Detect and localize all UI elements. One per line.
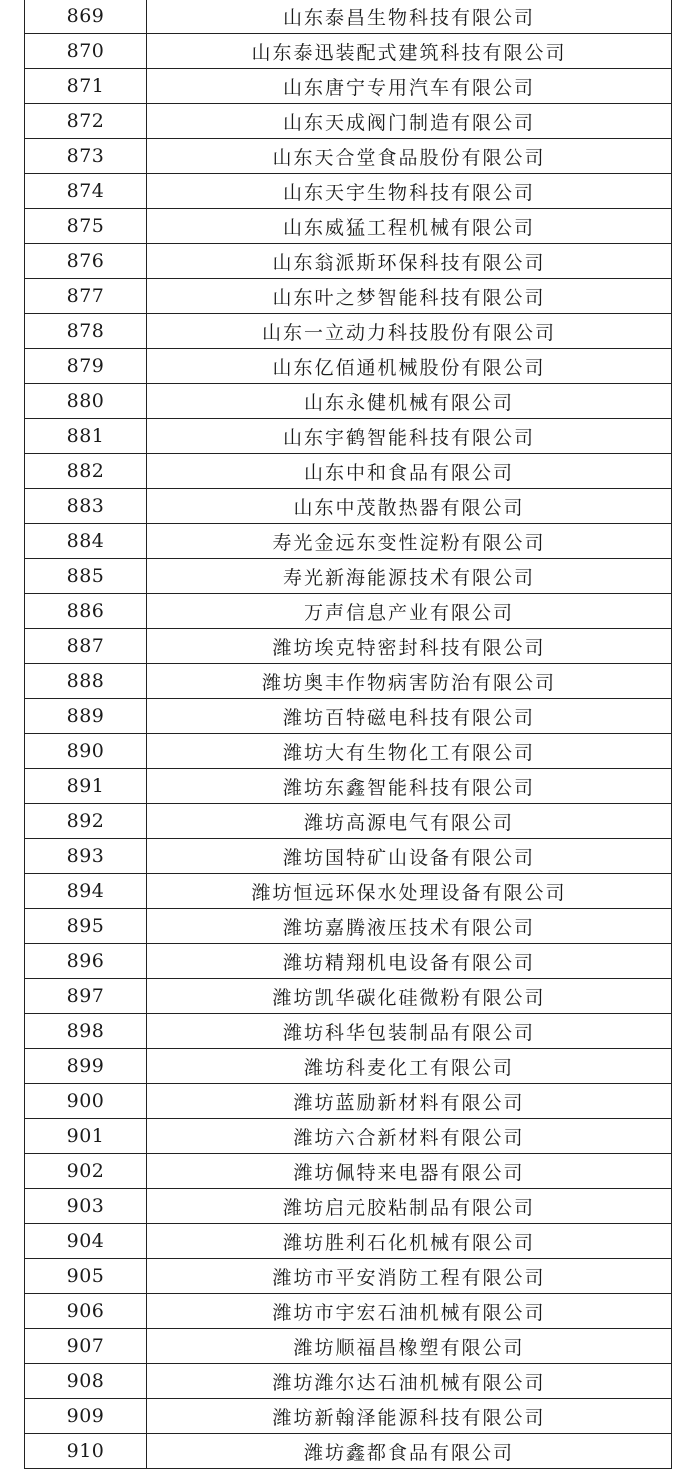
table-row [25, 1329, 672, 1364]
table-row [25, 1084, 672, 1119]
company-name: 潍坊潍尔达石油机械有限公司 [147, 1364, 672, 1399]
row-number: 889 [25, 699, 147, 734]
company-name: 潍坊科麦化工有限公司 [147, 1049, 672, 1084]
company-name: 山东泰迅装配式建筑科技有限公司 [147, 34, 672, 69]
table-row [25, 944, 672, 979]
table-row [25, 244, 672, 279]
table-row [25, 1189, 672, 1224]
company-name: 潍坊市宇宏石油机械有限公司 [147, 1294, 672, 1329]
company-name: 山东宇鹤智能科技有限公司 [147, 419, 672, 454]
table-row [25, 1399, 672, 1434]
table-row [25, 1224, 672, 1259]
table-row [25, 1259, 672, 1294]
table-row [25, 1154, 672, 1189]
company-name: 山东一立动力科技股份有限公司 [147, 314, 672, 349]
row-number: 877 [25, 279, 147, 314]
company-name: 寿光金远东变性淀粉有限公司 [147, 524, 672, 559]
row-number: 902 [25, 1154, 147, 1189]
table-row [25, 349, 672, 384]
company-name: 山东威猛工程机械有限公司 [147, 209, 672, 244]
company-name: 山东唐宁专用汽车有限公司 [147, 69, 672, 104]
row-number: 879 [25, 349, 147, 384]
row-number: 891 [25, 769, 147, 804]
row-number: 876 [25, 244, 147, 279]
company-name: 潍坊嘉腾液压技术有限公司 [147, 909, 672, 944]
table-row [25, 1014, 672, 1049]
table-row [25, 1049, 672, 1084]
table-row [25, 839, 672, 874]
table-row [25, 874, 672, 909]
row-number: 884 [25, 524, 147, 559]
row-number: 905 [25, 1259, 147, 1294]
company-name: 潍坊东鑫智能科技有限公司 [147, 769, 672, 804]
company-name: 山东中茂散热器有限公司 [147, 489, 672, 524]
row-number: 872 [25, 104, 147, 139]
row-number: 897 [25, 979, 147, 1014]
row-number: 901 [25, 1119, 147, 1154]
company-name: 山东泰昌生物科技有限公司 [147, 0, 672, 34]
company-name: 潍坊精翔机电设备有限公司 [147, 944, 672, 979]
table-row [25, 139, 672, 174]
company-list-body [25, 0, 672, 1469]
company-name: 山东亿佰通机械股份有限公司 [147, 349, 672, 384]
row-number: 881 [25, 419, 147, 454]
row-number: 896 [25, 944, 147, 979]
row-number: 886 [25, 594, 147, 629]
row-number: 894 [25, 874, 147, 909]
company-name: 潍坊鑫都食品有限公司 [147, 1434, 672, 1469]
row-number: 909 [25, 1399, 147, 1434]
row-number: 869 [25, 0, 147, 34]
company-name: 潍坊新翰泽能源科技有限公司 [147, 1399, 672, 1434]
table-row [25, 174, 672, 209]
table-row [25, 629, 672, 664]
company-name: 潍坊科华包装制品有限公司 [147, 1014, 672, 1049]
company-name: 潍坊百特磁电科技有限公司 [147, 699, 672, 734]
company-name: 万声信息产业有限公司 [147, 594, 672, 629]
company-name: 潍坊凯华碳化硅微粉有限公司 [147, 979, 672, 1014]
table-row [25, 979, 672, 1014]
table-row [25, 1294, 672, 1329]
row-number: 898 [25, 1014, 147, 1049]
company-name: 潍坊六合新材料有限公司 [147, 1119, 672, 1154]
row-number: 908 [25, 1364, 147, 1399]
company-name: 山东永健机械有限公司 [147, 384, 672, 419]
company-name: 潍坊佩特来电器有限公司 [147, 1154, 672, 1189]
table-row [25, 489, 672, 524]
table-row [25, 769, 672, 804]
row-number: 882 [25, 454, 147, 489]
table-row [25, 909, 672, 944]
company-name: 山东叶之梦智能科技有限公司 [147, 279, 672, 314]
company-name: 山东翁派斯环保科技有限公司 [147, 244, 672, 279]
company-name: 潍坊大有生物化工有限公司 [147, 734, 672, 769]
row-number: 870 [25, 34, 147, 69]
table-row [25, 0, 672, 34]
table-row [25, 384, 672, 419]
company-name: 潍坊奥丰作物病害防治有限公司 [147, 664, 672, 699]
row-number: 883 [25, 489, 147, 524]
row-number: 887 [25, 629, 147, 664]
table-row [25, 559, 672, 594]
table-row [25, 594, 672, 629]
row-number: 878 [25, 314, 147, 349]
company-list-table [24, 0, 672, 1469]
table-row [25, 1434, 672, 1469]
row-number: 893 [25, 839, 147, 874]
row-number: 910 [25, 1434, 147, 1469]
row-number: 875 [25, 209, 147, 244]
table-row [25, 734, 672, 769]
table-row [25, 804, 672, 839]
table-row [25, 664, 672, 699]
row-number: 885 [25, 559, 147, 594]
company-name: 山东中和食品有限公司 [147, 454, 672, 489]
company-name: 潍坊高源电气有限公司 [147, 804, 672, 839]
table-row [25, 1364, 672, 1399]
company-name: 潍坊市平安消防工程有限公司 [147, 1259, 672, 1294]
company-name: 潍坊国特矿山设备有限公司 [147, 839, 672, 874]
company-name: 潍坊胜利石化机械有限公司 [147, 1224, 672, 1259]
company-name: 山东天合堂食品股份有限公司 [147, 139, 672, 174]
table-row [25, 69, 672, 104]
row-number: 907 [25, 1329, 147, 1364]
table-row [25, 524, 672, 559]
table-row [25, 104, 672, 139]
row-number: 903 [25, 1189, 147, 1224]
row-number: 871 [25, 69, 147, 104]
company-name: 山东天宇生物科技有限公司 [147, 174, 672, 209]
row-number: 880 [25, 384, 147, 419]
table-row [25, 419, 672, 454]
table-row [25, 314, 672, 349]
row-number: 900 [25, 1084, 147, 1119]
company-name: 潍坊蓝励新材料有限公司 [147, 1084, 672, 1119]
row-number: 899 [25, 1049, 147, 1084]
row-number: 895 [25, 909, 147, 944]
table-row [25, 34, 672, 69]
company-name: 潍坊恒远环保水处理设备有限公司 [147, 874, 672, 909]
row-number: 890 [25, 734, 147, 769]
company-name: 潍坊顺福昌橡塑有限公司 [147, 1329, 672, 1364]
company-name: 山东天成阀门制造有限公司 [147, 104, 672, 139]
table-row [25, 454, 672, 489]
table-row [25, 699, 672, 734]
table-row [25, 279, 672, 314]
table-row [25, 1119, 672, 1154]
row-number: 904 [25, 1224, 147, 1259]
row-number: 873 [25, 139, 147, 174]
row-number: 888 [25, 664, 147, 699]
company-name: 潍坊启元胶粘制品有限公司 [147, 1189, 672, 1224]
row-number: 874 [25, 174, 147, 209]
row-number: 906 [25, 1294, 147, 1329]
table-row [25, 209, 672, 244]
company-name: 寿光新海能源技术有限公司 [147, 559, 672, 594]
company-name: 潍坊埃克特密封科技有限公司 [147, 629, 672, 664]
row-number: 892 [25, 804, 147, 839]
